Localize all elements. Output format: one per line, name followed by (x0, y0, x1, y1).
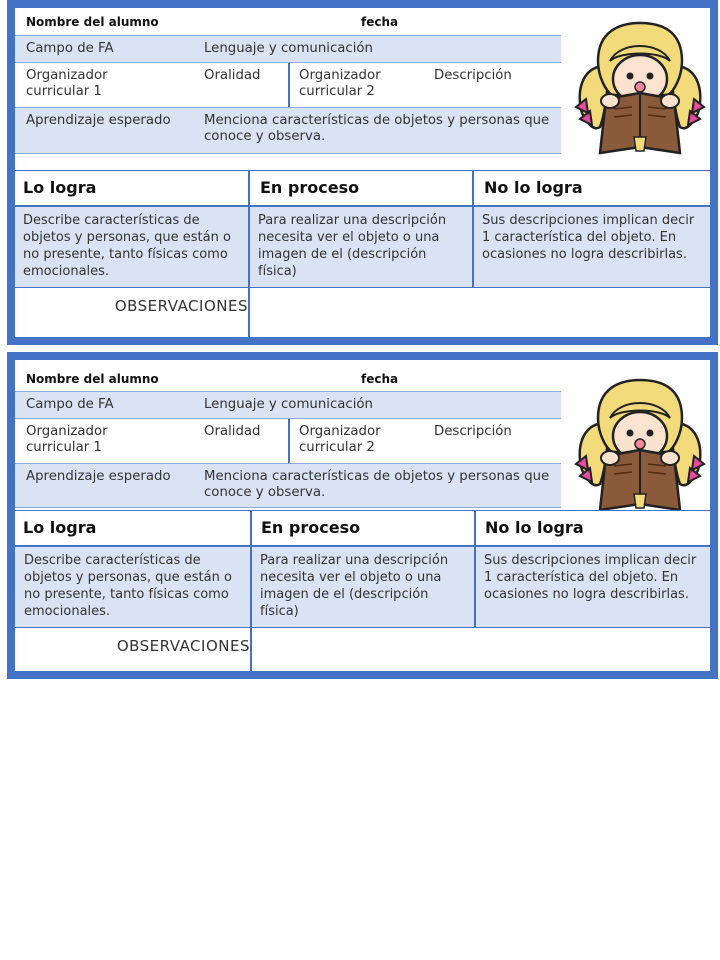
observations-row (15, 628, 710, 671)
observations-label: OBSERVACIONES (114, 297, 248, 315)
organizer-divider (288, 63, 290, 107)
rubric-divider (250, 511, 252, 545)
girl-reading-book-icon (570, 378, 710, 513)
organizer-2-value: Descripción (434, 68, 512, 83)
rubric-col-in-progress-heading: En proceso (260, 178, 360, 197)
observations-divider (250, 628, 252, 671)
organizer-2-value: Descripción (434, 424, 512, 439)
field-row (15, 392, 561, 419)
organizer-1-value: Oralidad (204, 424, 261, 439)
organizer-1-label: Organizador curricular 1 (26, 68, 108, 99)
student-row (15, 365, 561, 392)
student-row (15, 8, 561, 36)
date-label: fecha (361, 372, 399, 386)
field-label: Campo de FA (26, 41, 114, 56)
card-content (15, 360, 710, 671)
rubric-col-not-achieved-heading: No lo logra (484, 178, 583, 197)
learning-row (15, 464, 561, 508)
field-value: Lenguaje y comunicación (204, 397, 373, 412)
learning-label: Aprendizaje esperado (26, 469, 171, 484)
organizer-1-value: Oralidad (204, 68, 261, 83)
rubric-divider (250, 547, 252, 627)
rubric-divider (472, 171, 474, 205)
field-value: Lenguaje y comunicación (204, 41, 373, 56)
girl-reading-book-icon (570, 21, 710, 156)
rubric-not-achieved-text: Sus descripciones implican decir 1 característica del objeto. En ocasiones no logra describirlas. (482, 213, 695, 262)
rubric-header (15, 510, 710, 547)
rubric-col-achieved-heading: Lo logra (23, 518, 97, 537)
learning-row (15, 108, 561, 154)
learning-label: Aprendizaje esperado (26, 113, 171, 128)
observations-label: OBSERVACIONES (116, 637, 250, 655)
rubric-criteria-row (15, 207, 710, 288)
date-label: fecha (361, 15, 399, 29)
student-name-label: Nombre del alumno (26, 15, 159, 29)
rubric-achieved-text: Describe características de objetos y personas, que están o no presente, tanto físicas como emocionales. (24, 553, 232, 619)
rubric-divider (248, 207, 250, 287)
learning-value: Menciona características de objetos y personas que conoce y observa. (204, 113, 550, 144)
rubric-col-not-achieved-heading: No lo logra (485, 518, 584, 537)
evaluation-card-1 (7, 0, 718, 345)
rubric-divider (474, 511, 476, 545)
rubric-divider (474, 547, 476, 627)
evaluation-card-2 (7, 352, 718, 679)
field-row (15, 36, 561, 63)
organizer-row (15, 419, 561, 464)
observations-row (15, 288, 710, 337)
rubric-in-progress-text: Para realizar una descripción necesita ver el objeto o una imagen de el (descripción física) (260, 553, 449, 619)
organizer-divider (288, 419, 290, 463)
organizer-2-label: Organizador curricular 2 (299, 424, 381, 455)
student-name-label: Nombre del alumno (26, 372, 159, 386)
rubric-divider (472, 207, 474, 287)
rubric-achieved-text: Describe características de objetos y personas, que están o no presente, tanto físicas como emocionales. (23, 213, 231, 279)
learning-value: Menciona características de objetos y personas que conoce y observa. (204, 469, 550, 500)
rubric-criteria-row (15, 547, 710, 628)
rubric-col-in-progress-heading: En proceso (261, 518, 361, 537)
rubric-in-progress-text: Para realizar una descripción necesita ver el objeto o una imagen de el (descripción física) (258, 213, 447, 279)
rubric-header (15, 170, 710, 207)
organizer-row (15, 63, 561, 108)
rubric-not-achieved-text: Sus descripciones implican decir 1 característica del objeto. En ocasiones no logra describirlas. (484, 553, 697, 602)
card-content (15, 8, 710, 337)
organizer-1-label: Organizador curricular 1 (26, 424, 108, 455)
rubric-divider (248, 171, 250, 205)
organizer-2-label: Organizador curricular 2 (299, 68, 381, 99)
observations-divider (248, 288, 250, 337)
rubric-col-achieved-heading: Lo logra (23, 178, 97, 197)
field-label: Campo de FA (26, 397, 114, 412)
